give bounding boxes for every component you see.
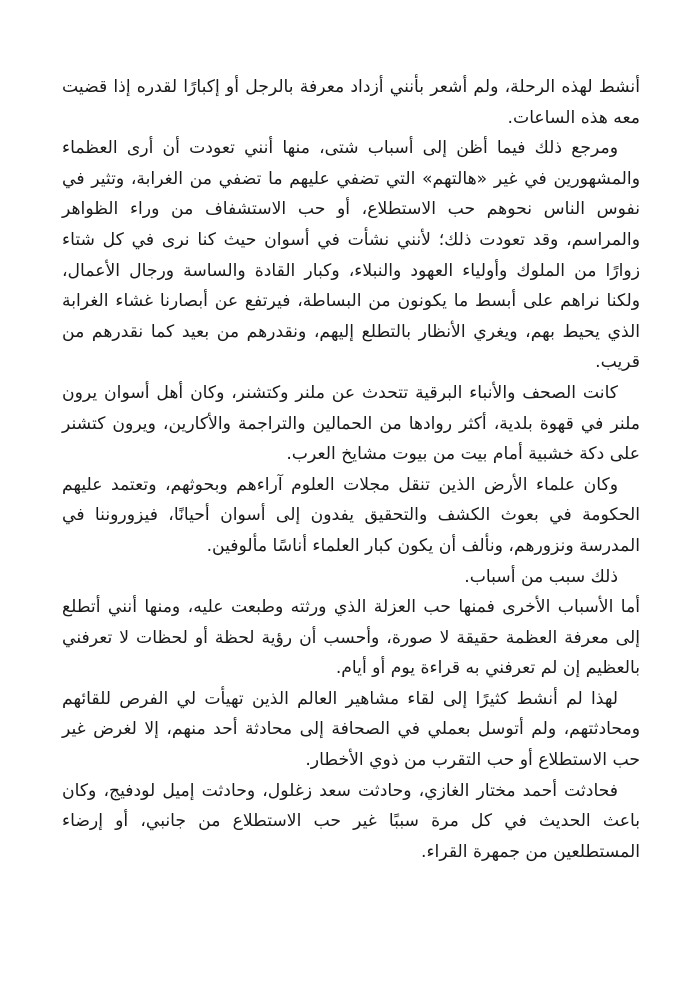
- paragraph-celebrities: لهذا لم أنشط كثيرًا إلى لقاء مشاهير العالم الذين تهيأت لي الفرص للقائهم ومحادثتهم، ولم أتوسل بعملي في الصحافة إلى محادثة أحد منهم، إلا لغرض غير حب الاستطلاع أو حب التقرب من ذوي الأخطار.: [62, 688, 640, 771]
- page-body-text: [62, 72, 640, 867]
- paragraph-scientists: وكان علماء الأرض الذين تنقل مجلات العلوم آراءهم وبحوثهم، وتعتمد عليهم الحكومة في بعوث الكشف والتحقيق يفدون إلى أسوان أحيانًا، فيزوروننا في المدرسة ونزورهم، ونألف أن يكون كبار العلماء أناسًا مألوفين.: [62, 474, 640, 556]
- paragraph-one-reason: ذلك سبب من أسباب.: [464, 566, 618, 587]
- paragraph-milner-kitchener: كانت الصحف والأنباء البرقية تتحدث عن ملنر وكتشنر، وكان أهل أسوان يرون ملنر في قهوة بلدية، أكثر روادها من الحمالين والتراجمة والأكارين، ويرون كتشنر على دكة خشبية أمام بيت من بيوت مشايخ العرب.: [62, 382, 640, 465]
- paragraph-continuation: أنشط لهذه الرحلة، ولم أشعر بأنني أزداد معرفة بالرجل أو إكبارًا لقدره إذا قضيت معه هذه الساعات.: [62, 77, 640, 128]
- paragraph-reasons: ومرجع ذلك فيما أظن إلى أسباب شتى، منها أنني تعودت أن أرى العظماء والمشهورين في غير «هالتهم» التي تضفي عليهم ما تضفي من الغرابة، وتثير في نفوس الناس نحوهم حب الاستطلاع، أو حب الاستشفاف من وراء الظواهر والمراسم، وقد تعودت ذلك؛ لأنني نشأت في أسوان حيث كنا نرى في كل شتاء زوارًا من الملوك وأولياء العهود والنبلاء، وكبار القادة والساسة ورجال الأعمال، ولكنا نراهم على أبسط ما يكونون من البساطة، فيرتفع عن أبصارنا غشاء الغرابة الذي يحيط بهم، ويغري الأنظار بالتطلع إليهم، ونقدرهم من بعيد كما نقدرهم من قريب.: [62, 138, 640, 373]
- paragraph-interviews: فحادثت أحمد مختار الغازي، وحادثت سعد زغلول، وحادثت إميل لودفيج، وكان باعث الحديث في كل مرة سببًا غير حب الاستطلاع من جانبي، أو إرضاء المستطلعين من جمهرة القراء.: [62, 780, 640, 862]
- paragraph-other-reasons: أما الأسباب الأخرى فمنها حب العزلة الذي ورثته وطبعت عليه، ومنها أنني أتطلع إلى معرفة العظمة حقيقة لا صورة، وأحسب أن رؤية لحظة أو لحظات لا تعرفني بالعظيم إن لم تعرفني به قراءة يوم أو أيام.: [62, 597, 640, 679]
